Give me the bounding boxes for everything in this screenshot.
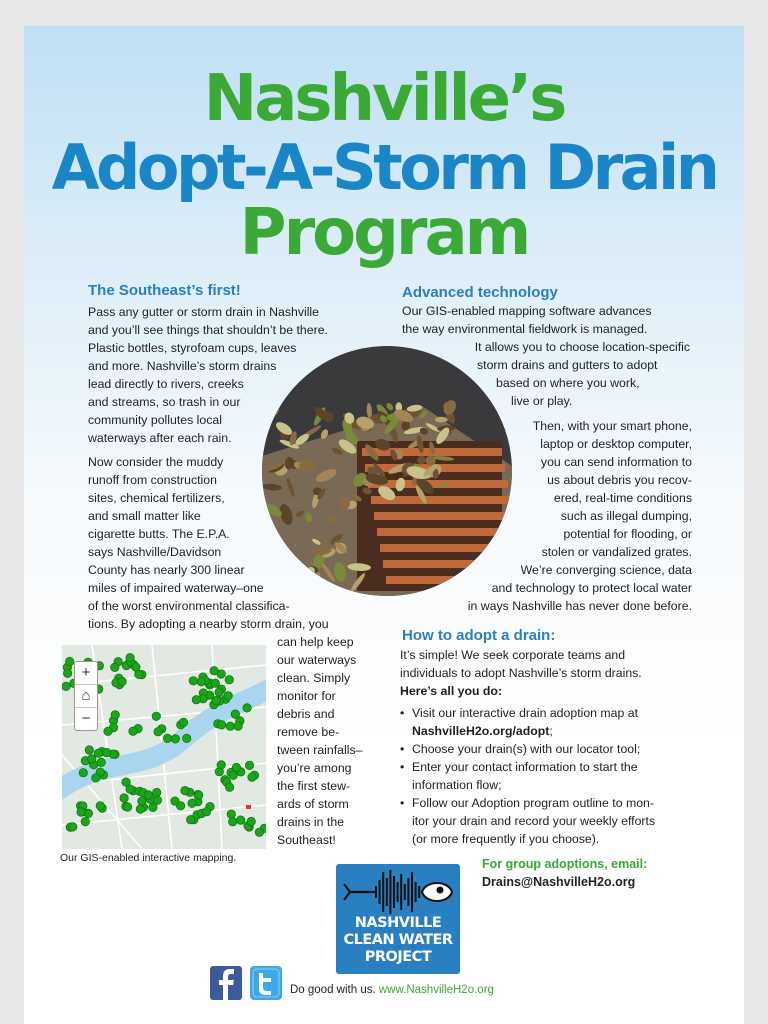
text-line: Our GIS-enabled mapping software advances bbox=[402, 304, 652, 318]
map-pin[interactable] bbox=[183, 734, 191, 742]
map-pin[interactable] bbox=[135, 670, 143, 678]
technology-paragraph-1-line-4: storm drains and gutters to adopt bbox=[477, 358, 658, 372]
text-line: in ways Nashville has never done before. bbox=[467, 599, 692, 613]
adoption-steps bbox=[400, 704, 720, 848]
text-line: you’re among bbox=[277, 761, 352, 775]
text-line: It’s simple! We seek corporate teams and bbox=[400, 648, 626, 662]
map-pin[interactable] bbox=[229, 818, 237, 826]
map-pin[interactable] bbox=[197, 678, 205, 686]
map-pin[interactable] bbox=[144, 791, 152, 799]
text-line: you can send information to bbox=[540, 455, 692, 469]
logo-line-3: PROJECT bbox=[364, 949, 432, 965]
map-pin[interactable] bbox=[62, 682, 70, 690]
text-line: sites, chemical fertilizers, bbox=[88, 491, 225, 505]
zoom-out-button[interactable]: − bbox=[81, 710, 91, 727]
text-line: • Visit our interactive drain adoption map at bbox=[412, 706, 639, 720]
map-pin[interactable] bbox=[154, 728, 162, 736]
map-pin[interactable] bbox=[129, 727, 137, 735]
map-pin[interactable] bbox=[79, 769, 87, 777]
text-line: Then, with your smart phone, bbox=[532, 419, 692, 433]
text-line: debris and bbox=[277, 707, 335, 721]
map-pin[interactable] bbox=[226, 722, 234, 730]
map-marker-red bbox=[246, 805, 251, 809]
home-button[interactable]: ⌂ bbox=[75, 685, 97, 708]
text-line: Plastic bottles, styrofoam cups, leaves bbox=[88, 341, 297, 355]
technology-paragraph-1-line-6: live or play. bbox=[511, 394, 573, 408]
southeast-paragraph-3 bbox=[277, 633, 362, 849]
technology-paragraph-1-top bbox=[402, 302, 690, 338]
text-line: • Follow our Adoption program outline to mon- bbox=[412, 796, 654, 810]
list-item bbox=[400, 704, 720, 740]
map-pin[interactable] bbox=[243, 704, 251, 712]
text-line: can help keep bbox=[277, 635, 354, 649]
footer-text bbox=[290, 984, 494, 996]
text-line: potential for flooding, or bbox=[563, 527, 692, 541]
text-line: the first stew- bbox=[277, 779, 351, 793]
zoom-in-button[interactable]: + bbox=[75, 662, 97, 685]
title-line-3: Program bbox=[239, 196, 529, 270]
map-pin[interactable] bbox=[118, 677, 126, 685]
map-pin[interactable] bbox=[126, 654, 134, 662]
text-line: ered, real-time conditions bbox=[553, 491, 692, 505]
footer-tagline: Do good with us. bbox=[290, 984, 376, 996]
map-pin[interactable] bbox=[248, 773, 256, 781]
text-line: stolen or vandalized grates. bbox=[541, 545, 692, 559]
text-line: and more. Nashville’s storm drains bbox=[88, 359, 277, 373]
map-pin[interactable] bbox=[111, 663, 119, 671]
map-pin[interactable] bbox=[77, 808, 85, 816]
leaf bbox=[339, 496, 350, 510]
text-line: waterways after each rain. bbox=[88, 431, 232, 445]
map-pin[interactable] bbox=[217, 761, 225, 769]
text-line: our waterways bbox=[277, 653, 357, 667]
map-pin[interactable] bbox=[153, 788, 161, 796]
text-line: We’re converging science, data bbox=[520, 563, 692, 577]
adopt-map-link-suffix: ; bbox=[549, 724, 553, 738]
map-pin[interactable] bbox=[215, 688, 223, 696]
logo-line-2: CLEAN WATER bbox=[343, 932, 453, 948]
map-pin[interactable] bbox=[97, 758, 105, 766]
text-line: information flow; bbox=[412, 778, 502, 792]
text-line: lead directly to rivers, creeks bbox=[88, 377, 244, 391]
map-pin[interactable] bbox=[120, 794, 128, 802]
text-line: remove be- bbox=[277, 725, 340, 739]
map-pin[interactable] bbox=[202, 808, 210, 816]
map-pin[interactable] bbox=[152, 712, 160, 720]
map-pin[interactable] bbox=[85, 746, 93, 754]
nashville-clean-water-logo bbox=[336, 864, 460, 974]
map-pin[interactable] bbox=[149, 803, 157, 811]
twitter-icon[interactable] bbox=[250, 966, 282, 1000]
text-line: drains in the bbox=[277, 815, 344, 829]
map-pin[interactable] bbox=[195, 791, 203, 799]
text-line: (or more frequently if you choose). bbox=[412, 832, 600, 846]
text-line: the way environmental fieldwork is managed. bbox=[402, 322, 648, 336]
logo-line-1: NASHVILLE bbox=[354, 915, 442, 931]
map-pin[interactable] bbox=[224, 692, 232, 700]
map-pin[interactable] bbox=[218, 721, 226, 729]
map-zoom-control bbox=[74, 661, 98, 731]
map-pin[interactable] bbox=[103, 748, 111, 756]
text-line: says Nashville/Davidson bbox=[88, 545, 222, 559]
map-pin[interactable] bbox=[227, 810, 235, 818]
text-line: clean. Simply bbox=[277, 671, 351, 685]
map-pin[interactable] bbox=[245, 761, 253, 769]
text-line: itor your drain and record your weekly efforts bbox=[412, 814, 656, 828]
map-pin[interactable] bbox=[181, 786, 189, 794]
technology-heading: Advanced technology bbox=[402, 284, 558, 301]
text-line: Pass any gutter or storm drain in Nashville bbox=[88, 305, 320, 319]
map-pin[interactable] bbox=[210, 667, 218, 675]
list-item bbox=[400, 758, 720, 794]
map-pin[interactable] bbox=[187, 816, 195, 824]
how-to-heading: How to adopt a drain: bbox=[402, 627, 556, 644]
text-line: and small matter like bbox=[88, 509, 201, 523]
text-line: individuals to adopt Nashville’s storm drains. bbox=[400, 666, 642, 680]
text-line: community pollutes local bbox=[88, 413, 222, 427]
map-pin[interactable] bbox=[188, 799, 196, 807]
text-line: tween rainfalls– bbox=[277, 743, 363, 757]
map-pin[interactable] bbox=[189, 677, 197, 685]
technology-paragraph-1-line-5: based on where you work, bbox=[496, 376, 640, 390]
flyer bbox=[24, 26, 744, 1024]
text-line: of the worst environmental classifica- bbox=[88, 599, 290, 613]
map-pin[interactable] bbox=[225, 783, 233, 791]
how-to-lead: Here’s all you do: bbox=[400, 684, 503, 698]
text-line: Now consider the muddy bbox=[88, 455, 224, 469]
map-pin[interactable] bbox=[69, 823, 77, 831]
facebook-icon[interactable] bbox=[210, 966, 242, 1000]
map-pin[interactable] bbox=[255, 828, 263, 836]
text-line: and streams, so trash in our bbox=[88, 395, 241, 409]
map-pin[interactable] bbox=[192, 696, 200, 704]
text-line: runoff from construction bbox=[88, 473, 217, 487]
map-pin[interactable] bbox=[123, 803, 131, 811]
map-pin[interactable] bbox=[225, 676, 233, 684]
list-item bbox=[400, 794, 720, 848]
group-adoption-email[interactable]: Drains@NashvilleH2o.org bbox=[482, 875, 636, 889]
how-to-intro bbox=[400, 646, 642, 700]
map-pin[interactable] bbox=[104, 727, 112, 735]
map-pin[interactable] bbox=[179, 718, 187, 726]
map-pin[interactable] bbox=[229, 771, 237, 779]
text-line: miles of impaired waterway–one bbox=[88, 581, 264, 595]
map-pin[interactable] bbox=[92, 774, 100, 782]
text-line: It allows you to choose location-specific bbox=[474, 340, 690, 354]
map-pin[interactable] bbox=[234, 722, 242, 730]
footer-url[interactable]: www.NashvilleH2o.org bbox=[378, 984, 494, 996]
map-pin[interactable] bbox=[212, 696, 220, 704]
fish-skeleton-icon bbox=[336, 868, 460, 916]
map-pin[interactable] bbox=[138, 797, 146, 805]
title-line-2: Adopt-A-Storm Drain bbox=[51, 131, 717, 204]
map-pin[interactable] bbox=[136, 805, 144, 813]
text-line: tions. By adopting a nearby storm drain, you bbox=[88, 617, 329, 631]
map-pin[interactable] bbox=[81, 817, 89, 825]
map-pin[interactable] bbox=[163, 734, 171, 742]
title-line-1: Nashville’s bbox=[203, 62, 565, 136]
text-line: us about debris you recov- bbox=[547, 473, 692, 487]
text-line: County has nearly 300 linear bbox=[88, 563, 245, 577]
map-pin[interactable] bbox=[94, 749, 102, 757]
group-adoption-label: For group adoptions, email: bbox=[482, 857, 648, 871]
map-pin[interactable] bbox=[111, 711, 119, 719]
map-pin[interactable] bbox=[66, 657, 74, 665]
text-line: cigarette butts. The E.P.A. bbox=[88, 527, 230, 541]
text-line: ards of storm bbox=[277, 797, 349, 811]
map-caption: Our GIS-enabled interactive mapping. bbox=[60, 852, 237, 864]
text-line: • Enter your contact information to start the bbox=[412, 760, 638, 774]
text-line: and you’ll see things that shouldn’t be there. bbox=[88, 323, 328, 337]
text-line: monitor for bbox=[277, 689, 336, 703]
text-line: • Choose your drain(s) with our locator tool; bbox=[412, 742, 641, 756]
technology-paragraph-2 bbox=[402, 417, 692, 615]
map-pin[interactable] bbox=[247, 817, 255, 825]
map-pin[interactable] bbox=[176, 802, 184, 810]
adopt-map-link[interactable]: NashvilleH2o.org/adopt bbox=[412, 724, 550, 738]
list-item bbox=[400, 740, 720, 758]
interactive-map[interactable] bbox=[62, 645, 266, 849]
southeast-heading: The Southeast’s first! bbox=[88, 282, 241, 299]
map-pin[interactable] bbox=[232, 763, 240, 771]
map-pin[interactable] bbox=[237, 816, 245, 824]
text-line: Southeast! bbox=[277, 833, 336, 847]
map-pin[interactable] bbox=[96, 802, 104, 810]
text-line bbox=[412, 722, 720, 740]
map-pin[interactable] bbox=[126, 785, 134, 793]
text-line: laptop or desktop computer, bbox=[540, 437, 692, 451]
map-pin[interactable] bbox=[63, 669, 71, 677]
map-pin[interactable] bbox=[171, 735, 179, 743]
technology-paragraph-1-wrap bbox=[402, 338, 690, 356]
text-line: and technology to protect local water bbox=[491, 581, 692, 595]
map-pin[interactable] bbox=[211, 679, 219, 687]
text-line: such as illegal dumping, bbox=[560, 509, 692, 523]
